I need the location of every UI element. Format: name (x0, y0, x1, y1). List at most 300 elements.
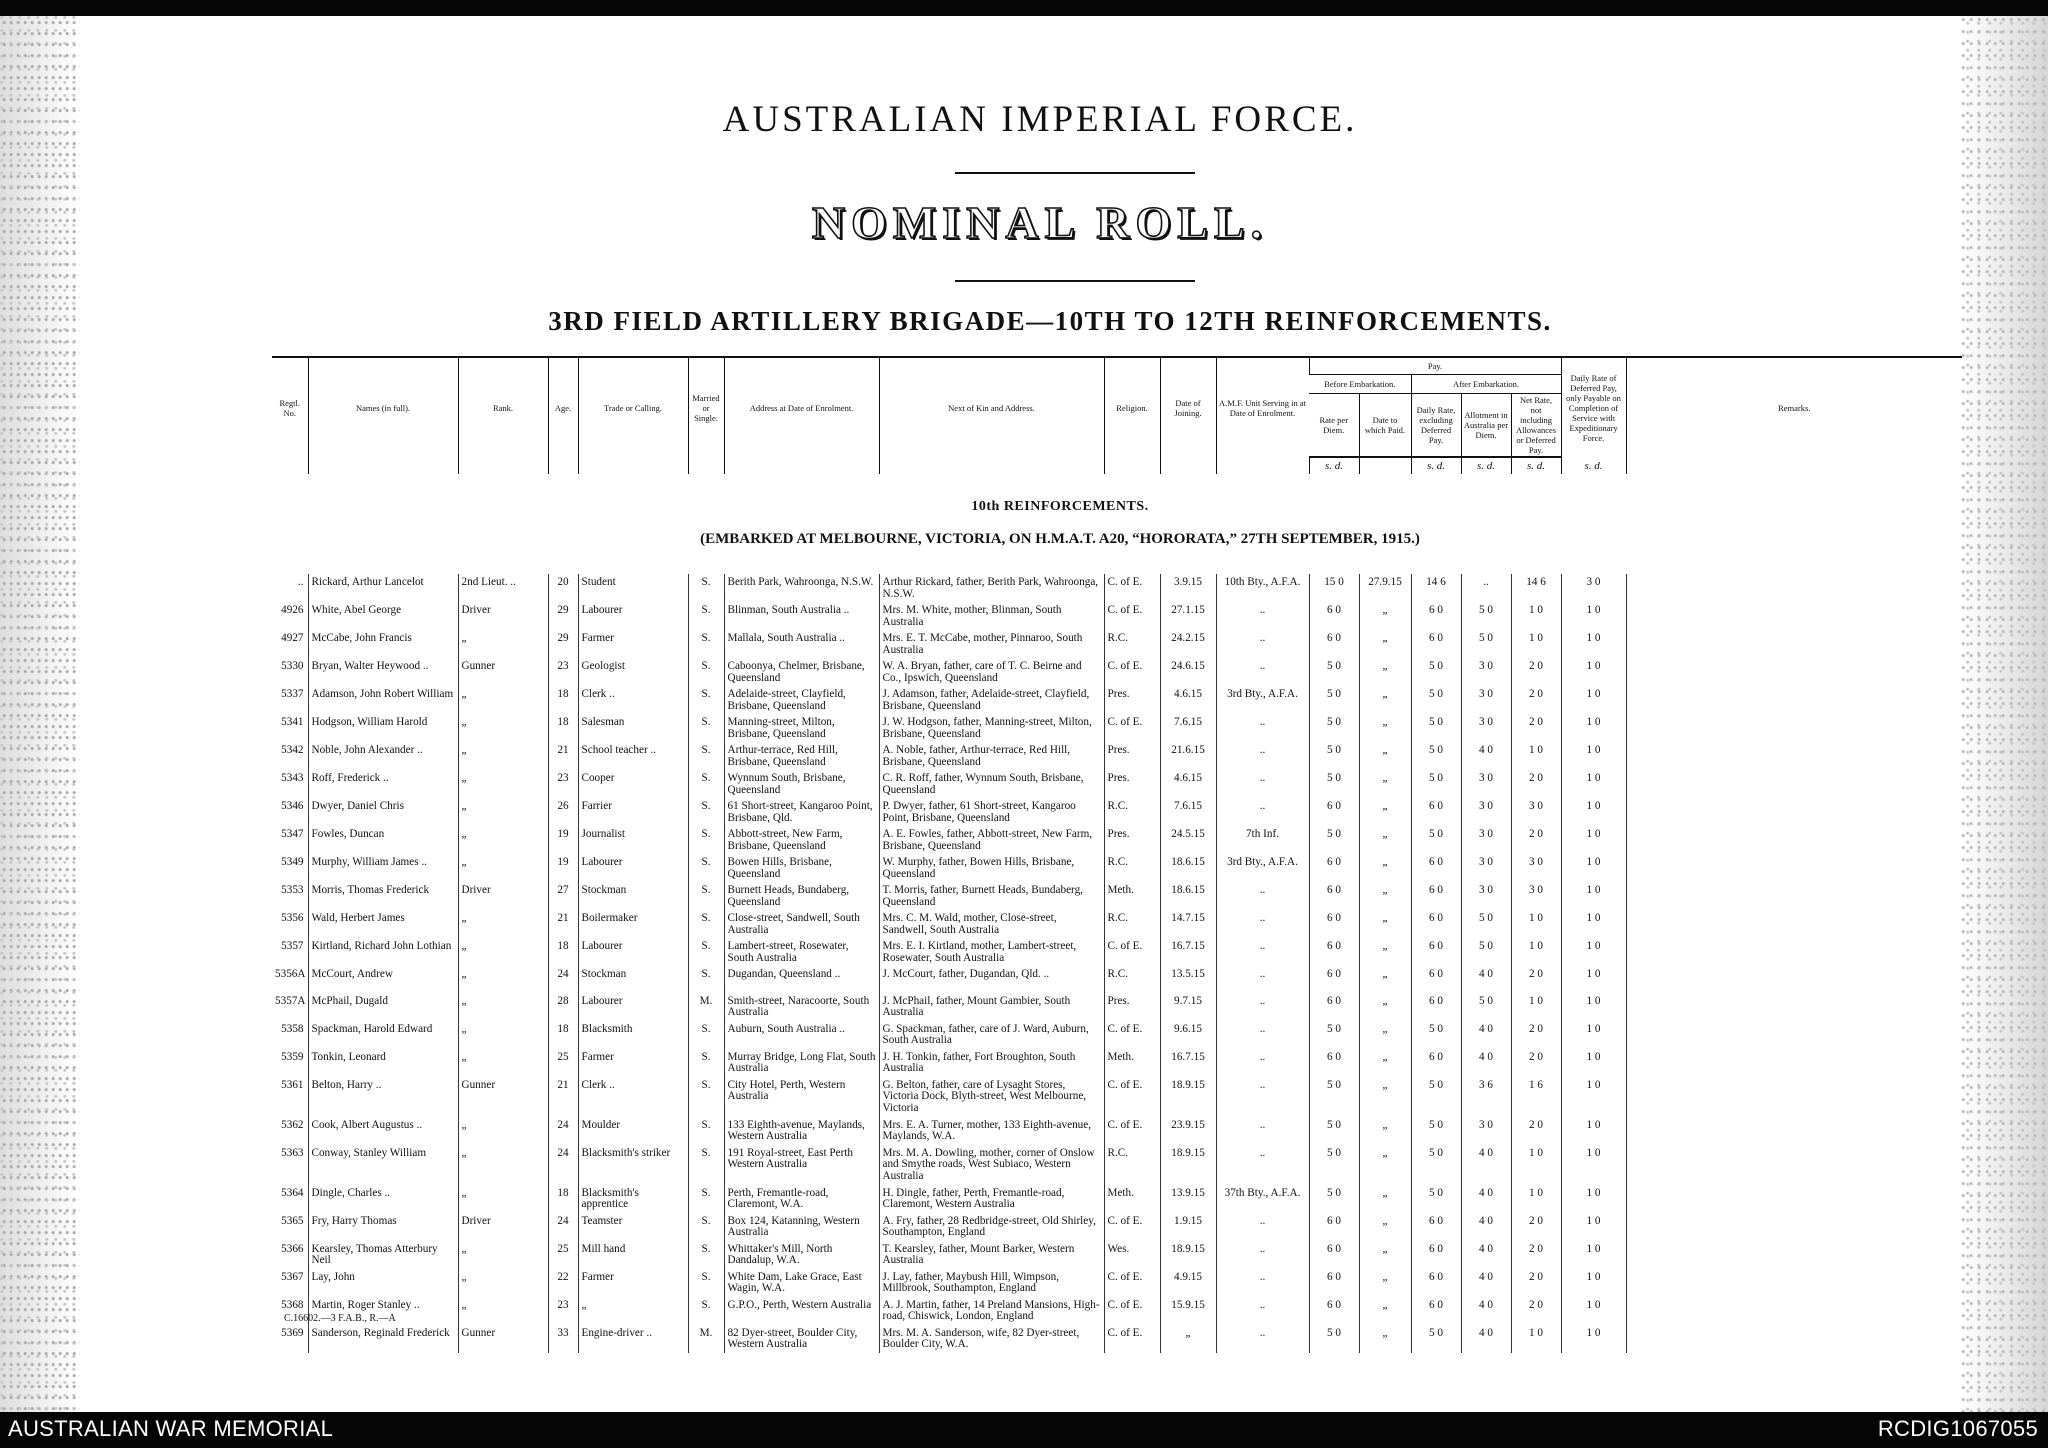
religion-cell: C. of E. (1104, 574, 1160, 602)
address-cell: Berith Park, Wahroonga, N.S.W. (724, 574, 879, 602)
regtl-no-cell: 5356 (281, 912, 304, 924)
address-cell: Smith-street, Naracoorte, South Australia (724, 993, 879, 1021)
date-paid-cell: „ (1359, 1325, 1411, 1353)
allotment-cell: 4 0 (1461, 1241, 1511, 1269)
deferred-pay-cell: 1 0 (1561, 882, 1626, 910)
rank-cell: 2nd Lieut. .. (458, 574, 548, 602)
name-cell: Dwyer, Daniel Chris (308, 798, 458, 826)
deferred-pay-cell: 1 0 (1561, 630, 1626, 658)
remarks-cell (1626, 714, 1962, 742)
rank-cell: Gunner (458, 658, 548, 686)
daily-rate-cell: 6 0 (1411, 1297, 1461, 1325)
header-rank: Rank. (458, 357, 548, 457)
net-rate-cell: 2 0 (1511, 1213, 1561, 1241)
remarks-cell (1626, 1077, 1962, 1117)
allotment-cell: 3 6 (1461, 1077, 1511, 1117)
marital-cell: S. (688, 798, 724, 826)
rank-cell: „ (458, 770, 548, 798)
table-row (272, 770, 1962, 798)
date-joining-cell: 13.5.15 (1160, 966, 1216, 993)
rank-cell: „ (458, 938, 548, 966)
rank-cell: „ (458, 1297, 548, 1325)
rank-cell: „ (458, 910, 548, 938)
allotment-cell: 4 0 (1461, 1269, 1511, 1297)
marital-cell: M. (688, 993, 724, 1021)
date-paid-cell: „ (1359, 1049, 1411, 1077)
unit-label: s. d. (1561, 457, 1626, 474)
table-row (272, 1117, 1962, 1145)
rank-cell: Driver (458, 882, 548, 910)
trade-cell: Geologist (578, 658, 688, 686)
allotment-cell: 4 0 (1461, 1049, 1511, 1077)
rank-cell: Driver (458, 1213, 548, 1241)
header-next-of-kin: Next of Kin and Address. (879, 357, 1104, 457)
name-cell: Morris, Thomas Frederick (308, 882, 458, 910)
rank-cell: „ (458, 1269, 548, 1297)
date-paid-cell: „ (1359, 1117, 1411, 1145)
regtl-no-cell: 5357A (275, 994, 306, 1007)
net-rate-cell: 2 0 (1511, 1117, 1561, 1145)
trade-cell: Clerk .. (578, 686, 688, 714)
rate-per-diem-cell: 5 0 (1309, 714, 1359, 742)
scan-edge-right (1960, 16, 2048, 1412)
marital-cell: S. (688, 854, 724, 882)
name-cell: McCabe, John Francis (308, 630, 458, 658)
next-of-kin-cell: J. Lay, father, Maybush Hill, Wimpson, Millbrook, Southampton, England (879, 1269, 1104, 1297)
header-rate-per-diem: Rate per Diem. (1309, 394, 1359, 458)
next-of-kin-cell: Mrs. E. I. Kirtland, mother, Lambert-street, Rosewater, South Australia (879, 938, 1104, 966)
date-paid-cell: „ (1359, 602, 1411, 630)
marital-cell: S. (688, 1185, 724, 1213)
marital-cell: S. (688, 826, 724, 854)
amf-unit-cell: .. (1216, 658, 1309, 686)
rank-cell: Driver (458, 602, 548, 630)
age-cell: 25 (548, 1049, 578, 1077)
daily-rate-cell: 6 0 (1411, 1269, 1461, 1297)
rank-cell: „ (458, 1145, 548, 1185)
regtl-no-cell: 4926 (281, 604, 304, 616)
trade-cell: Mill hand (578, 1241, 688, 1269)
trade-cell: Farrier (578, 798, 688, 826)
daily-rate-cell: 5 0 (1411, 1021, 1461, 1049)
header-amf-unit: A.M.F. Unit Serving in at Date of Enrolment. (1216, 357, 1309, 457)
rank-cell: „ (458, 1185, 548, 1213)
name-cell: Bryan, Walter Heywood .. (308, 658, 458, 686)
marital-cell: S. (688, 1213, 724, 1241)
address-cell: Whittaker's Mill, North Dandalup, W.A. (724, 1241, 879, 1269)
remarks-cell (1626, 630, 1962, 658)
name-cell: Kirtland, Richard John Lothian (308, 938, 458, 966)
age-cell: 24 (548, 1117, 578, 1145)
unit-label: s. d. (1309, 457, 1359, 474)
regtl-no-cell: 5341 (281, 716, 304, 728)
remarks-cell (1626, 574, 1962, 602)
date-joining-cell: 9.7.15 (1160, 993, 1216, 1021)
net-rate-cell: 2 0 (1511, 1021, 1561, 1049)
age-cell: 24 (548, 1213, 578, 1241)
address-cell: Dugandan, Queensland .. (724, 966, 879, 993)
marital-cell: S. (688, 938, 724, 966)
amf-unit-cell: .. (1216, 1145, 1309, 1185)
age-cell: 23 (548, 1297, 578, 1325)
table-row (272, 826, 1962, 854)
marital-cell: S. (688, 1049, 724, 1077)
deferred-pay-cell: 1 0 (1561, 1297, 1626, 1325)
remarks-cell (1626, 826, 1962, 854)
name-cell: McPhail, Dugald (308, 993, 458, 1021)
religion-cell: R.C. (1104, 854, 1160, 882)
date-joining-cell: 18.6.15 (1160, 882, 1216, 910)
remarks-cell (1626, 1269, 1962, 1297)
rank-cell: „ (458, 1241, 548, 1269)
amf-unit-cell: .. (1216, 630, 1309, 658)
allotment-cell: 3 0 (1461, 798, 1511, 826)
amf-unit-cell: .. (1216, 882, 1309, 910)
deferred-pay-cell: 1 0 (1561, 1077, 1626, 1117)
date-joining-cell: 24.2.15 (1160, 630, 1216, 658)
address-cell: Bowen Hills, Brisbane, Queensland (724, 854, 879, 882)
header-remarks: Remarks. (1626, 357, 1962, 457)
religion-cell: R.C. (1104, 910, 1160, 938)
amf-unit-cell: 3rd Bty., A.F.A. (1216, 686, 1309, 714)
net-rate-cell: 1 6 (1511, 1077, 1561, 1117)
title-rule (955, 172, 1195, 174)
header-married: Married or Single. (688, 357, 724, 457)
remarks-cell (1626, 938, 1962, 966)
regtl-no-cell: 5366 (281, 1242, 304, 1255)
date-paid-cell: „ (1359, 966, 1411, 993)
date-paid-cell: „ (1359, 1269, 1411, 1297)
address-cell: Abbott-street, New Farm, Brisbane, Queensland (724, 826, 879, 854)
age-cell: 18 (548, 938, 578, 966)
regtl-no-cell: 5346 (281, 800, 304, 812)
remarks-cell (1626, 854, 1962, 882)
table-row (272, 1297, 1962, 1325)
net-rate-cell: 3 0 (1511, 854, 1561, 882)
trade-cell: Labourer (578, 938, 688, 966)
next-of-kin-cell: Mrs. M. A. Dowling, mother, corner of Onslow and Smythe roads, West Subiaco, Western Australia (879, 1145, 1104, 1185)
address-cell: Lambert-street, Rosewater, South Australia (724, 938, 879, 966)
address-cell: Adelaide-street, Clayfield, Brisbane, Queensland (724, 686, 879, 714)
marital-cell: S. (688, 714, 724, 742)
daily-rate-cell: 5 0 (1411, 658, 1461, 686)
address-cell: Manning-street, Milton, Brisbane, Queensland (724, 714, 879, 742)
header-allotment: Allotment in Australia per Diem. (1461, 394, 1511, 458)
religion-cell: Meth. (1104, 882, 1160, 910)
rate-per-diem-cell: 6 0 (1309, 602, 1359, 630)
table-row (272, 714, 1962, 742)
amf-unit-cell: .. (1216, 966, 1309, 993)
date-joining-cell: 18.9.15 (1160, 1241, 1216, 1269)
age-cell: 27 (548, 882, 578, 910)
trade-cell: Labourer (578, 993, 688, 1021)
religion-cell: Pres. (1104, 770, 1160, 798)
name-cell: Tonkin, Leonard (308, 1049, 458, 1077)
table-row (272, 938, 1962, 966)
header-after-embarkation: After Embarkation. (1411, 375, 1561, 394)
allotment-cell: 4 0 (1461, 1021, 1511, 1049)
daily-rate-cell: 6 0 (1411, 882, 1461, 910)
table-row (272, 854, 1962, 882)
daily-rate-cell: 6 0 (1411, 1213, 1461, 1241)
religion-cell: Meth. (1104, 1185, 1160, 1213)
daily-rate-cell: 6 0 (1411, 938, 1461, 966)
date-joining-cell: 16.7.15 (1160, 1049, 1216, 1077)
table-row (272, 1021, 1962, 1049)
regtl-no-cell: 5342 (281, 744, 304, 756)
regtl-no-cell: 5361 (281, 1078, 304, 1091)
marital-cell: S. (688, 770, 724, 798)
date-paid-cell: „ (1359, 1213, 1411, 1241)
net-rate-cell: 2 0 (1511, 770, 1561, 798)
net-rate-cell: 1 0 (1511, 993, 1561, 1021)
religion-cell: C. of E. (1104, 1269, 1160, 1297)
next-of-kin-cell: Mrs. M. White, mother, Blinman, South Australia (879, 602, 1104, 630)
remarks-cell (1626, 966, 1962, 993)
net-rate-cell: 1 0 (1511, 1325, 1561, 1353)
marital-cell: S. (688, 1021, 724, 1049)
regtl-no-cell: 5362 (281, 1118, 304, 1131)
table-row (272, 602, 1962, 630)
rate-per-diem-cell: 5 0 (1309, 826, 1359, 854)
rank-cell: „ (458, 966, 548, 993)
daily-rate-cell: 5 0 (1411, 1325, 1461, 1353)
table-row (272, 1077, 1962, 1117)
next-of-kin-cell: T. Morris, father, Burnett Heads, Bundaberg, Queensland (879, 882, 1104, 910)
rank-cell: „ (458, 798, 548, 826)
rate-per-diem-cell: 6 0 (1309, 938, 1359, 966)
age-cell: 21 (548, 1077, 578, 1117)
trade-cell: Blacksmith's apprentice (578, 1185, 688, 1213)
religion-cell: C. of E. (1104, 938, 1160, 966)
net-rate-cell: 2 0 (1511, 1241, 1561, 1269)
regtl-no-cell: 5369 (281, 1326, 304, 1339)
age-cell: 24 (548, 966, 578, 993)
trade-cell: Student (578, 574, 688, 602)
header-address: Address at Date of Enrolment. (724, 357, 879, 457)
marital-cell: M. (688, 1325, 724, 1353)
religion-cell: C. of E. (1104, 1021, 1160, 1049)
amf-unit-cell: .. (1216, 1241, 1309, 1269)
table-row (272, 1213, 1962, 1241)
footer-record-id: RCDIG1067055 (1877, 1416, 2038, 1441)
table-row (272, 993, 1962, 1021)
allotment-cell: 4 0 (1461, 1297, 1511, 1325)
header-net-rate: Net Rate, not including Allowances or Deferred Pay. (1511, 394, 1561, 458)
daily-rate-cell: 6 0 (1411, 630, 1461, 658)
age-cell: 25 (548, 1241, 578, 1269)
unit-label: s. d. (1511, 457, 1561, 474)
table-row (272, 798, 1962, 826)
next-of-kin-cell: H. Dingle, father, Perth, Fremantle-road, Claremont, Western Australia (879, 1185, 1104, 1213)
remarks-cell (1626, 1021, 1962, 1049)
remarks-cell (1626, 882, 1962, 910)
age-cell: 18 (548, 1185, 578, 1213)
table-row (272, 1145, 1962, 1185)
address-cell: Box 124, Katanning, Western Australia (724, 1213, 879, 1241)
date-paid-cell: „ (1359, 1185, 1411, 1213)
religion-cell: Meth. (1104, 1049, 1160, 1077)
date-joining-cell: 3.9.15 (1160, 574, 1216, 602)
rank-cell: „ (458, 1021, 548, 1049)
date-joining-cell: 7.6.15 (1160, 798, 1216, 826)
rank-cell: „ (458, 742, 548, 770)
daily-rate-cell: 5 0 (1411, 1117, 1461, 1145)
net-rate-cell: 2 0 (1511, 826, 1561, 854)
rate-per-diem-cell: 6 0 (1309, 993, 1359, 1021)
remarks-cell (1626, 658, 1962, 686)
rate-per-diem-cell: 6 0 (1309, 630, 1359, 658)
date-paid-cell: „ (1359, 854, 1411, 882)
amf-unit-cell: .. (1216, 1021, 1309, 1049)
name-cell: McCourt, Andrew (308, 966, 458, 993)
unit-label: s. d. (1461, 457, 1511, 474)
age-cell: 23 (548, 658, 578, 686)
net-rate-cell: 1 0 (1511, 910, 1561, 938)
regtl-no-cell: 5358 (281, 1022, 304, 1035)
marital-cell: S. (688, 910, 724, 938)
daily-rate-cell: 6 0 (1411, 854, 1461, 882)
deferred-pay-cell: 1 0 (1561, 938, 1626, 966)
allotment-cell: 3 0 (1461, 1117, 1511, 1145)
name-cell: Fowles, Duncan (308, 826, 458, 854)
allotment-cell: 3 0 (1461, 826, 1511, 854)
amf-unit-cell: .. (1216, 1117, 1309, 1145)
date-joining-cell: 4.9.15 (1160, 1269, 1216, 1297)
daily-rate-cell: 6 0 (1411, 602, 1461, 630)
date-joining-cell: 14.7.15 (1160, 910, 1216, 938)
table-row (272, 658, 1962, 686)
net-rate-cell: 1 0 (1511, 938, 1561, 966)
amf-unit-cell: .. (1216, 714, 1309, 742)
remarks-cell (1626, 1213, 1962, 1241)
date-paid-cell: 27.9.15 (1359, 574, 1411, 602)
rate-per-diem-cell: 6 0 (1309, 798, 1359, 826)
allotment-cell: 5 0 (1461, 910, 1511, 938)
name-cell: White, Abel George (308, 602, 458, 630)
address-cell: Wynnum South, Brisbane, Queensland (724, 770, 879, 798)
marital-cell: S. (688, 742, 724, 770)
print-reference: C.16602.—3 F.A.B., R.—A (284, 1313, 396, 1324)
rate-per-diem-cell: 6 0 (1309, 854, 1359, 882)
rate-per-diem-cell: 5 0 (1309, 1117, 1359, 1145)
religion-cell: C. of E. (1104, 1325, 1160, 1353)
address-cell: Mallala, South Australia .. (724, 630, 879, 658)
marital-cell: S. (688, 966, 724, 993)
regtl-no-cell: 5357 (281, 940, 304, 952)
next-of-kin-cell: G. Belton, father, care of Lysaght Stores, Victoria Dock, Blyth-street, West Melbourne, Victoria (879, 1077, 1104, 1117)
allotment-cell: 4 0 (1461, 966, 1511, 993)
rate-per-diem-cell: 6 0 (1309, 1241, 1359, 1269)
net-rate-cell: 1 0 (1511, 1145, 1561, 1185)
religion-cell: Pres. (1104, 826, 1160, 854)
daily-rate-cell: 5 0 (1411, 714, 1461, 742)
next-of-kin-cell: J. Adamson, father, Adelaide-street, Clayfield, Brisbane, Queensland (879, 686, 1104, 714)
trade-cell: Labourer (578, 854, 688, 882)
deferred-pay-cell: 1 0 (1561, 1269, 1626, 1297)
date-paid-cell: „ (1359, 1077, 1411, 1117)
name-cell: Kearsley, Thomas Atterbury Neil (308, 1241, 458, 1269)
rate-per-diem-cell: 6 0 (1309, 1213, 1359, 1241)
rate-per-diem-cell: 5 0 (1309, 1077, 1359, 1117)
amf-unit-cell: .. (1216, 770, 1309, 798)
table-row (272, 686, 1962, 714)
trade-cell: Teamster (578, 1213, 688, 1241)
daily-rate-cell: 5 0 (1411, 1077, 1461, 1117)
religion-cell: C. of E. (1104, 1297, 1160, 1325)
daily-rate-cell: 6 0 (1411, 966, 1461, 993)
religion-cell: C. of E. (1104, 658, 1160, 686)
date-joining-cell: 18.6.15 (1160, 854, 1216, 882)
trade-cell: Farmer (578, 1049, 688, 1077)
address-cell: Caboonya, Chelmer, Brisbane, Queensland (724, 658, 879, 686)
date-joining-cell: 1.9.15 (1160, 1213, 1216, 1241)
net-rate-cell: 1 0 (1511, 742, 1561, 770)
amf-unit-cell: 3rd Bty., A.F.A. (1216, 854, 1309, 882)
name-cell: Fry, Harry Thomas (308, 1213, 458, 1241)
rate-per-diem-cell: 5 0 (1309, 742, 1359, 770)
allotment-cell: 4 0 (1461, 742, 1511, 770)
deferred-pay-cell: 1 0 (1561, 1021, 1626, 1049)
regtl-no-cell: 5356A (275, 968, 306, 980)
address-cell: Burnett Heads, Bundaberg, Queensland (724, 882, 879, 910)
marital-cell: S. (688, 1297, 724, 1325)
regtl-no-cell: 5368 (281, 1298, 304, 1311)
date-paid-cell: „ (1359, 1145, 1411, 1185)
date-joining-cell: 24.5.15 (1160, 826, 1216, 854)
remarks-cell (1626, 1049, 1962, 1077)
trade-cell: School teacher .. (578, 742, 688, 770)
date-paid-cell: „ (1359, 993, 1411, 1021)
daily-rate-cell: 14 6 (1411, 574, 1461, 602)
trade-cell: Farmer (578, 630, 688, 658)
table-row (272, 630, 1962, 658)
address-cell: 133 Eighth-avenue, Maylands, Western Australia (724, 1117, 879, 1145)
allotment-cell: .. (1461, 574, 1511, 602)
allotment-cell: 4 0 (1461, 1145, 1511, 1185)
date-paid-cell: „ (1359, 798, 1411, 826)
name-cell: Sanderson, Reginald Frederick (308, 1325, 458, 1353)
document-title: AUSTRALIAN IMPERIAL FORCE. (722, 99, 1358, 140)
remarks-cell (1626, 686, 1962, 714)
date-joining-cell: 24.6.15 (1160, 658, 1216, 686)
rank-cell: „ (458, 686, 548, 714)
address-cell: 61 Short-street, Kangaroo Point, Brisbane, Qld. (724, 798, 879, 826)
net-rate-cell: 14 6 (1511, 574, 1561, 602)
rate-per-diem-cell: 5 0 (1309, 686, 1359, 714)
amf-unit-cell: .. (1216, 1213, 1309, 1241)
date-joining-cell: 18.9.15 (1160, 1145, 1216, 1185)
table-row (272, 1269, 1962, 1297)
age-cell: 29 (548, 602, 578, 630)
name-cell: Dingle, Charles .. (308, 1185, 458, 1213)
age-cell: 22 (548, 1269, 578, 1297)
net-rate-cell: 1 0 (1511, 602, 1561, 630)
allotment-cell: 3 0 (1461, 854, 1511, 882)
net-rate-cell: 2 0 (1511, 658, 1561, 686)
marital-cell: S. (688, 1241, 724, 1269)
address-cell: City Hotel, Perth, Western Australia (724, 1077, 879, 1117)
rate-per-diem-cell: 6 0 (1309, 910, 1359, 938)
address-cell: Blinman, South Australia .. (724, 602, 879, 630)
marital-cell: S. (688, 686, 724, 714)
address-cell: G.P.O., Perth, Western Australia (724, 1297, 879, 1325)
amf-unit-cell: .. (1216, 1077, 1309, 1117)
marital-cell: S. (688, 574, 724, 602)
next-of-kin-cell: P. Dwyer, father, 61 Short-street, Kangaroo Point, Brisbane, Queensland (879, 798, 1104, 826)
date-paid-cell: „ (1359, 770, 1411, 798)
date-joining-cell: 16.7.15 (1160, 938, 1216, 966)
